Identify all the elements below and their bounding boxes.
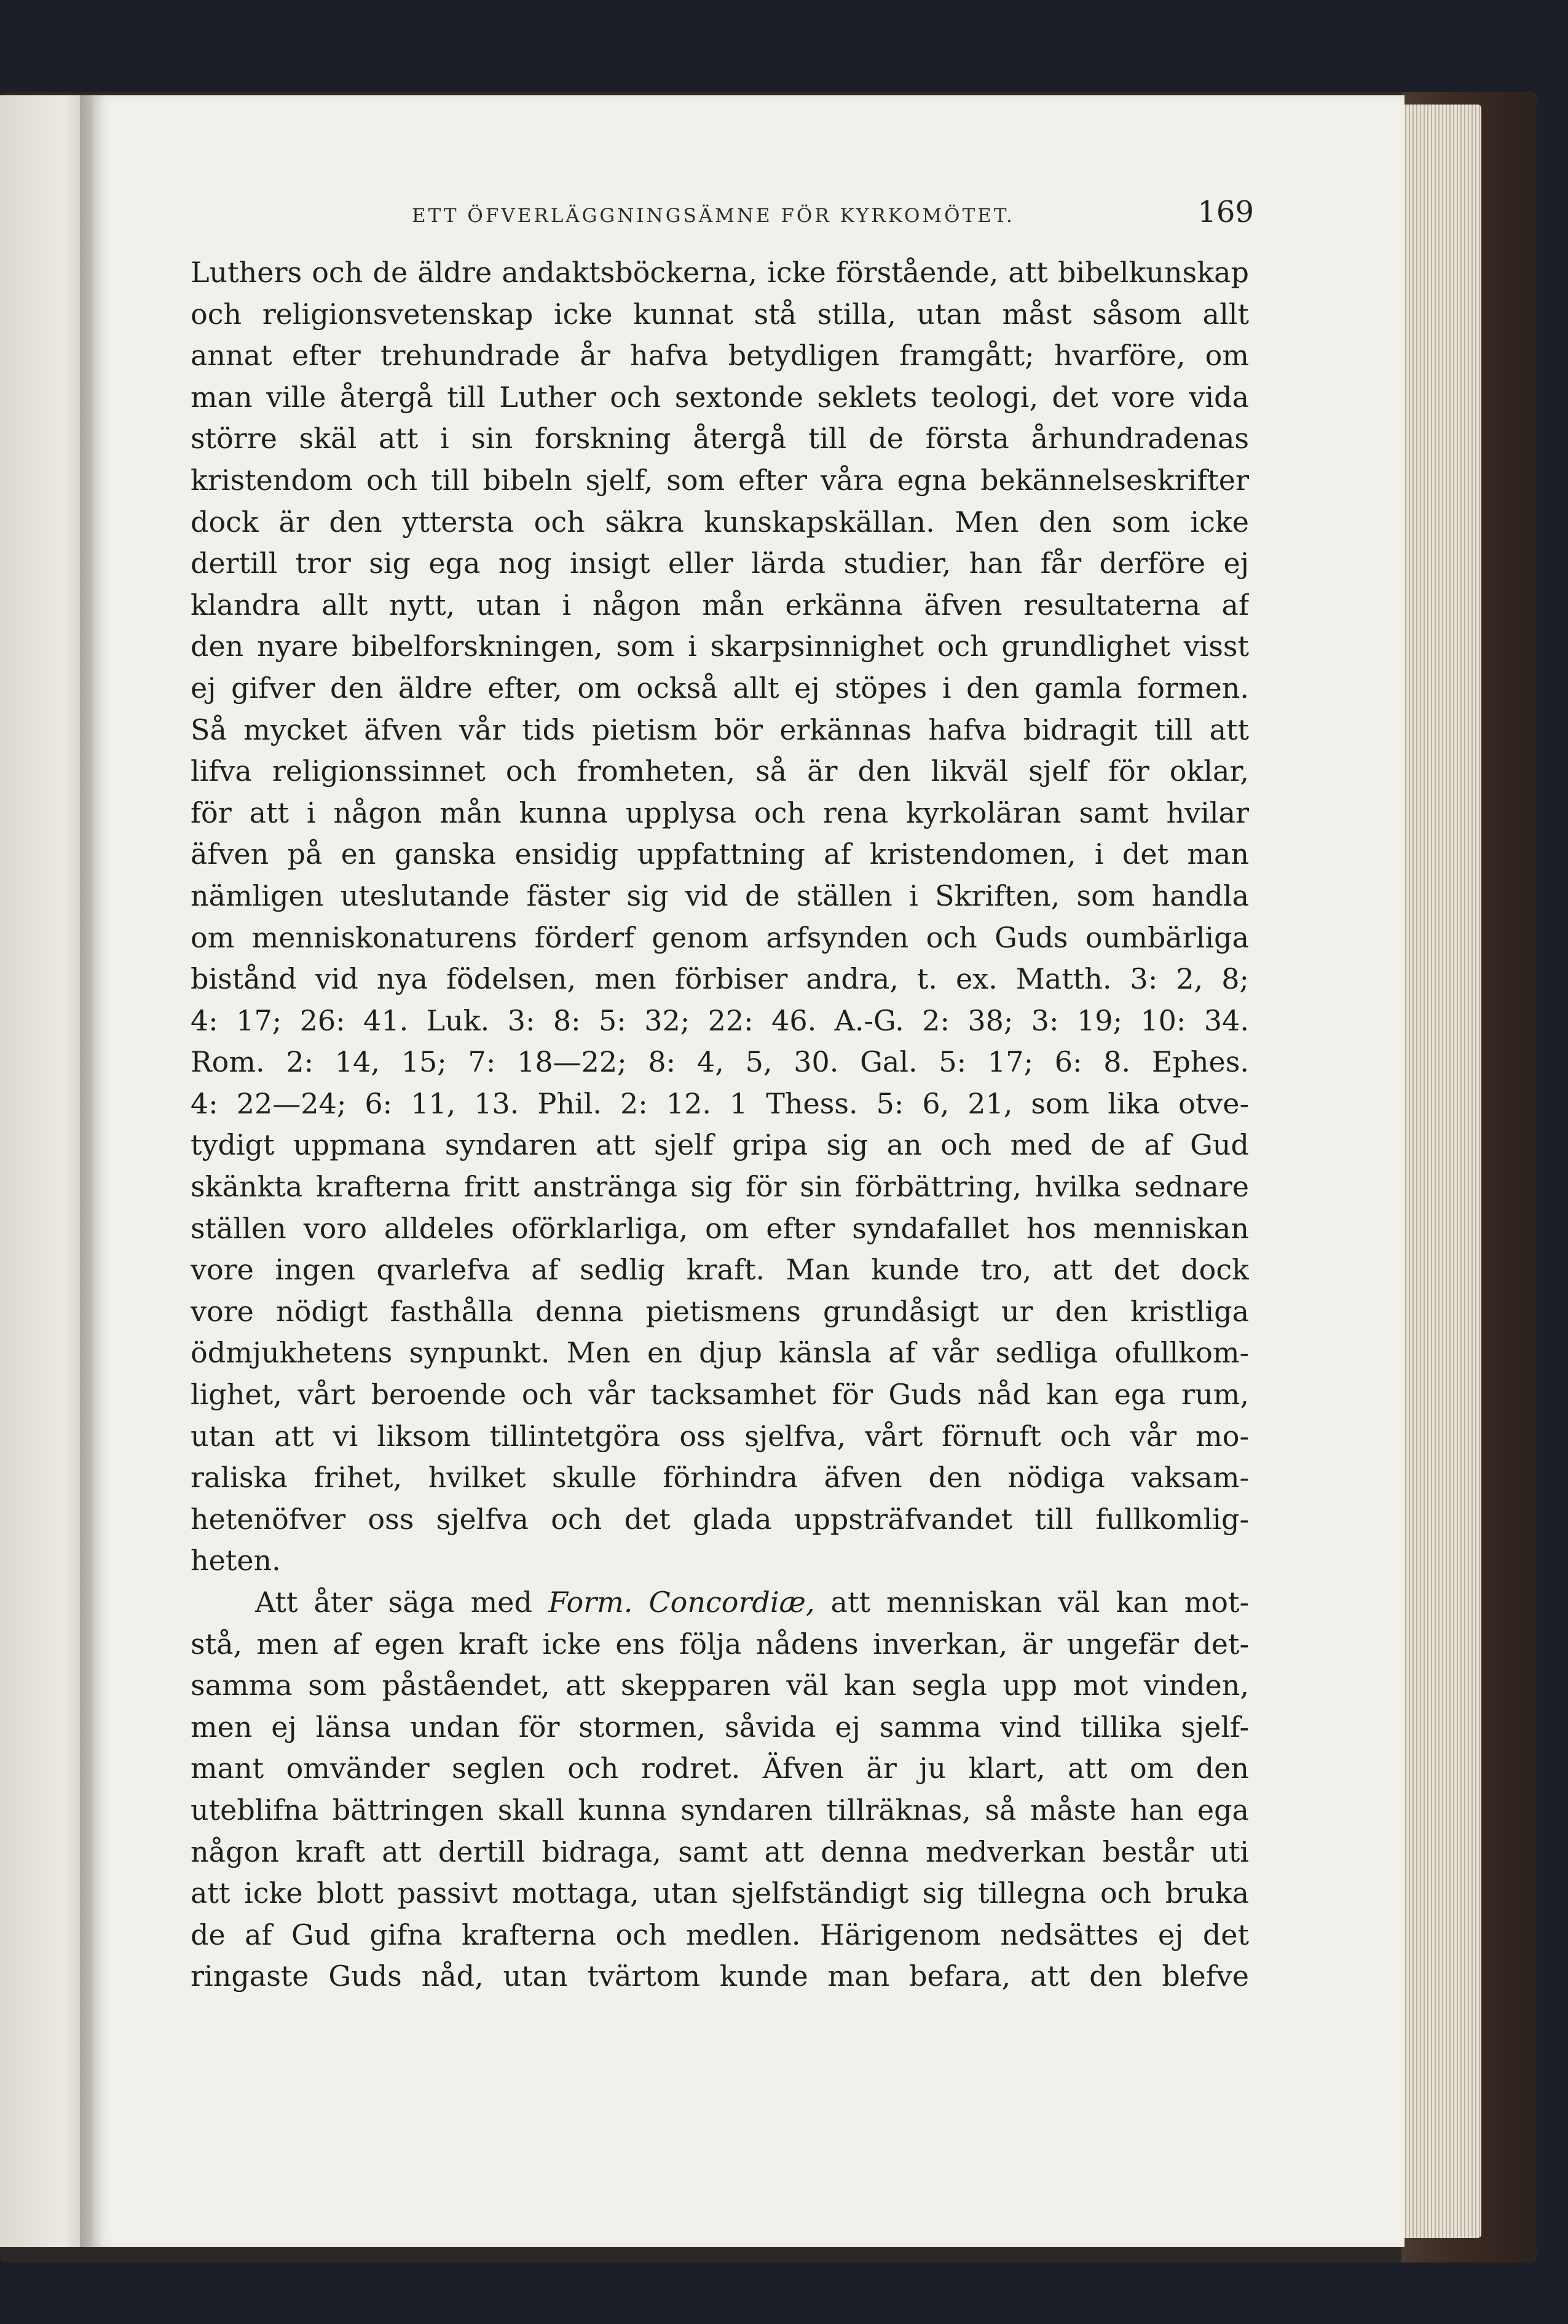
text-line-first: [191, 1582, 1249, 1624]
text-line: ställen voro alldeles oförklarliga, om efter syndafallet hos menniskan: [191, 1211, 1249, 1245]
text-line: Så mycket äfven vår tids pietism bör erkännas hafva bidragit till att: [191, 713, 1249, 746]
italic-text: Concordiæ,: [648, 1586, 815, 1619]
text-line: för att i någon mån kunna upplysa och rena kyrkoläran samt hvilar: [191, 796, 1249, 829]
text-line: heten.: [191, 1544, 281, 1578]
text-line: större skäl att i sin forskning återgå till de första århundradenas: [191, 422, 1249, 456]
italic-text: Form.: [548, 1586, 633, 1619]
text-line: den nyare bibelforskningen, som i skarpsinnighet och grundlighet visst: [191, 630, 1249, 663]
text-line: 4: 22—24; 6: 11, 13. Phil. 2: 12. 1 Thess. 5: 6, 21, som lika otve-: [191, 1086, 1249, 1120]
text-line: ej gifver den äldre efter, om också allt ej stöpes i den gamla formen.: [191, 671, 1249, 705]
text-line: ringaste Guds nåd, utan tvärtom kunde man befara, att den blefve: [191, 1959, 1249, 1993]
text-run: att menniskan väl kan mot-: [814, 1586, 1249, 1619]
paragraph-2: [191, 1582, 1249, 1998]
text-line: klandra allt nytt, utan i någon mån erkänna äfven resultaterna af: [191, 588, 1249, 622]
text-line: vore ingen qvarlefva af sedlig kraft. Man kunde tro, att det dock: [191, 1253, 1249, 1287]
page-header: [191, 194, 1254, 237]
text-line: om menniskonaturens förderf genom arfsynden och Guds oumbärliga: [191, 920, 1249, 954]
left-page: [0, 95, 92, 2247]
text-line: lifva religionssinnet och fromheten, så är den likväl sjelf för oklar,: [191, 754, 1249, 788]
text-line: äfven på en ganska ensidig uppfattning af kristendomen, i det man: [191, 837, 1249, 871]
text-line: hetenöfver oss sjelfva och det glada uppsträfvandet till fullkomlig-: [191, 1502, 1249, 1536]
text-line: mant omvänder seglen och rodret. Äfven är ju klart, att om den: [191, 1752, 1249, 1785]
text-line: annat efter trehundrade år hafva betydligen framgått; hvarföre, om: [191, 339, 1249, 373]
text-line: lighet, vårt beroende och vår tacksamhet för Guds nåd kan ega rum,: [191, 1378, 1249, 1412]
text-line: någon kraft att dertill bidraga, samt att denna medverkan består uti: [191, 1835, 1249, 1868]
text-run: Att åter säga med: [255, 1586, 549, 1619]
text-line: de af Gud gifna krafterna och medlen. Härigenom nedsättes ej det: [191, 1918, 1249, 1951]
text-line: nämligen uteslutande fäster sig vid de ställen i Skriften, som handla: [191, 879, 1249, 912]
text-line: dock är den yttersta och säkra kunskapskällan. Men den som icke: [191, 505, 1249, 539]
text-line: tydigt uppmana syndaren att sjelf gripa sig an och med de af Gud: [191, 1128, 1249, 1162]
text-line: kristendom och till bibeln sjelf, som efter våra egna bekännelseskrifter: [191, 463, 1249, 497]
text-line: Rom. 2: 14, 15; 7: 18—22; 8: 4, 5, 30. Gal. 5: 17; 6: 8. Ephes.: [191, 1045, 1249, 1079]
text-line: samma som påståendet, att skepparen väl kan segla upp mot vinden,: [191, 1669, 1249, 1702]
text-line: man ville återgå till Luther och sextonde seklets teologi, det vore vida: [191, 380, 1249, 414]
page-edges: [1395, 105, 1481, 2238]
text-line: Luthers och de äldre andaktsböckerna, icke förstående, att bibelkunskap: [191, 256, 1249, 289]
text-line: att icke blott passivt mottaga, utan sjelfständigt sig tillegna och bruka: [191, 1876, 1249, 1910]
text-line: utan att vi liksom tillintetgöra oss sjelfva, vårt förnuft och vår mo-: [191, 1419, 1249, 1453]
text-line: uteblifna bättringen skall kunna syndaren tillräknas, så måste han ega: [191, 1793, 1249, 1827]
text-line: vore nödigt fasthålla denna pietismens grundåsigt ur den kristliga: [191, 1294, 1249, 1328]
text-line: och religionsvetenskap icke kunnat stå stilla, utan måst såsom allt: [191, 297, 1249, 331]
text-line: stå, men af egen kraft icke ens följa nådens inverkan, är ungefär det-: [191, 1627, 1249, 1661]
text-line: ödmjukhetens synpunkt. Men en djup känsla af vår sedliga ofullkom-: [191, 1336, 1249, 1370]
running-head: ETT ÖFVERLÄGGNINGSÄMNE FÖR KYRKOMÖTET.: [412, 205, 1015, 227]
text-line: dertill tror sig ega nog insigt eller lärda studier, han får derföre ej: [191, 547, 1249, 580]
body-text: [191, 252, 1249, 1998]
text-line: skänkta krafterna fritt anstränga sig för sin förbättring, hvilka sednare: [191, 1170, 1249, 1204]
text-line: 4: 17; 26: 41. Luk. 3: 8: 5: 32; 22: 46. A.-G. 2: 38; 3: 19; 10: 34.: [191, 1003, 1249, 1037]
text-line: men ej länsa undan för stormen, såvida ej samma vind tillika sjelf-: [191, 1710, 1249, 1744]
paragraph-1: [191, 252, 1249, 1582]
text-line: raliska frihet, hvilket skulle förhindra äfven den nödiga vaksam-: [191, 1461, 1249, 1495]
page-number: 169: [1197, 195, 1254, 229]
text-line: bistånd vid nya födelsen, men förbiser andra, t. ex. Matth. 3: 2, 8;: [191, 962, 1249, 996]
